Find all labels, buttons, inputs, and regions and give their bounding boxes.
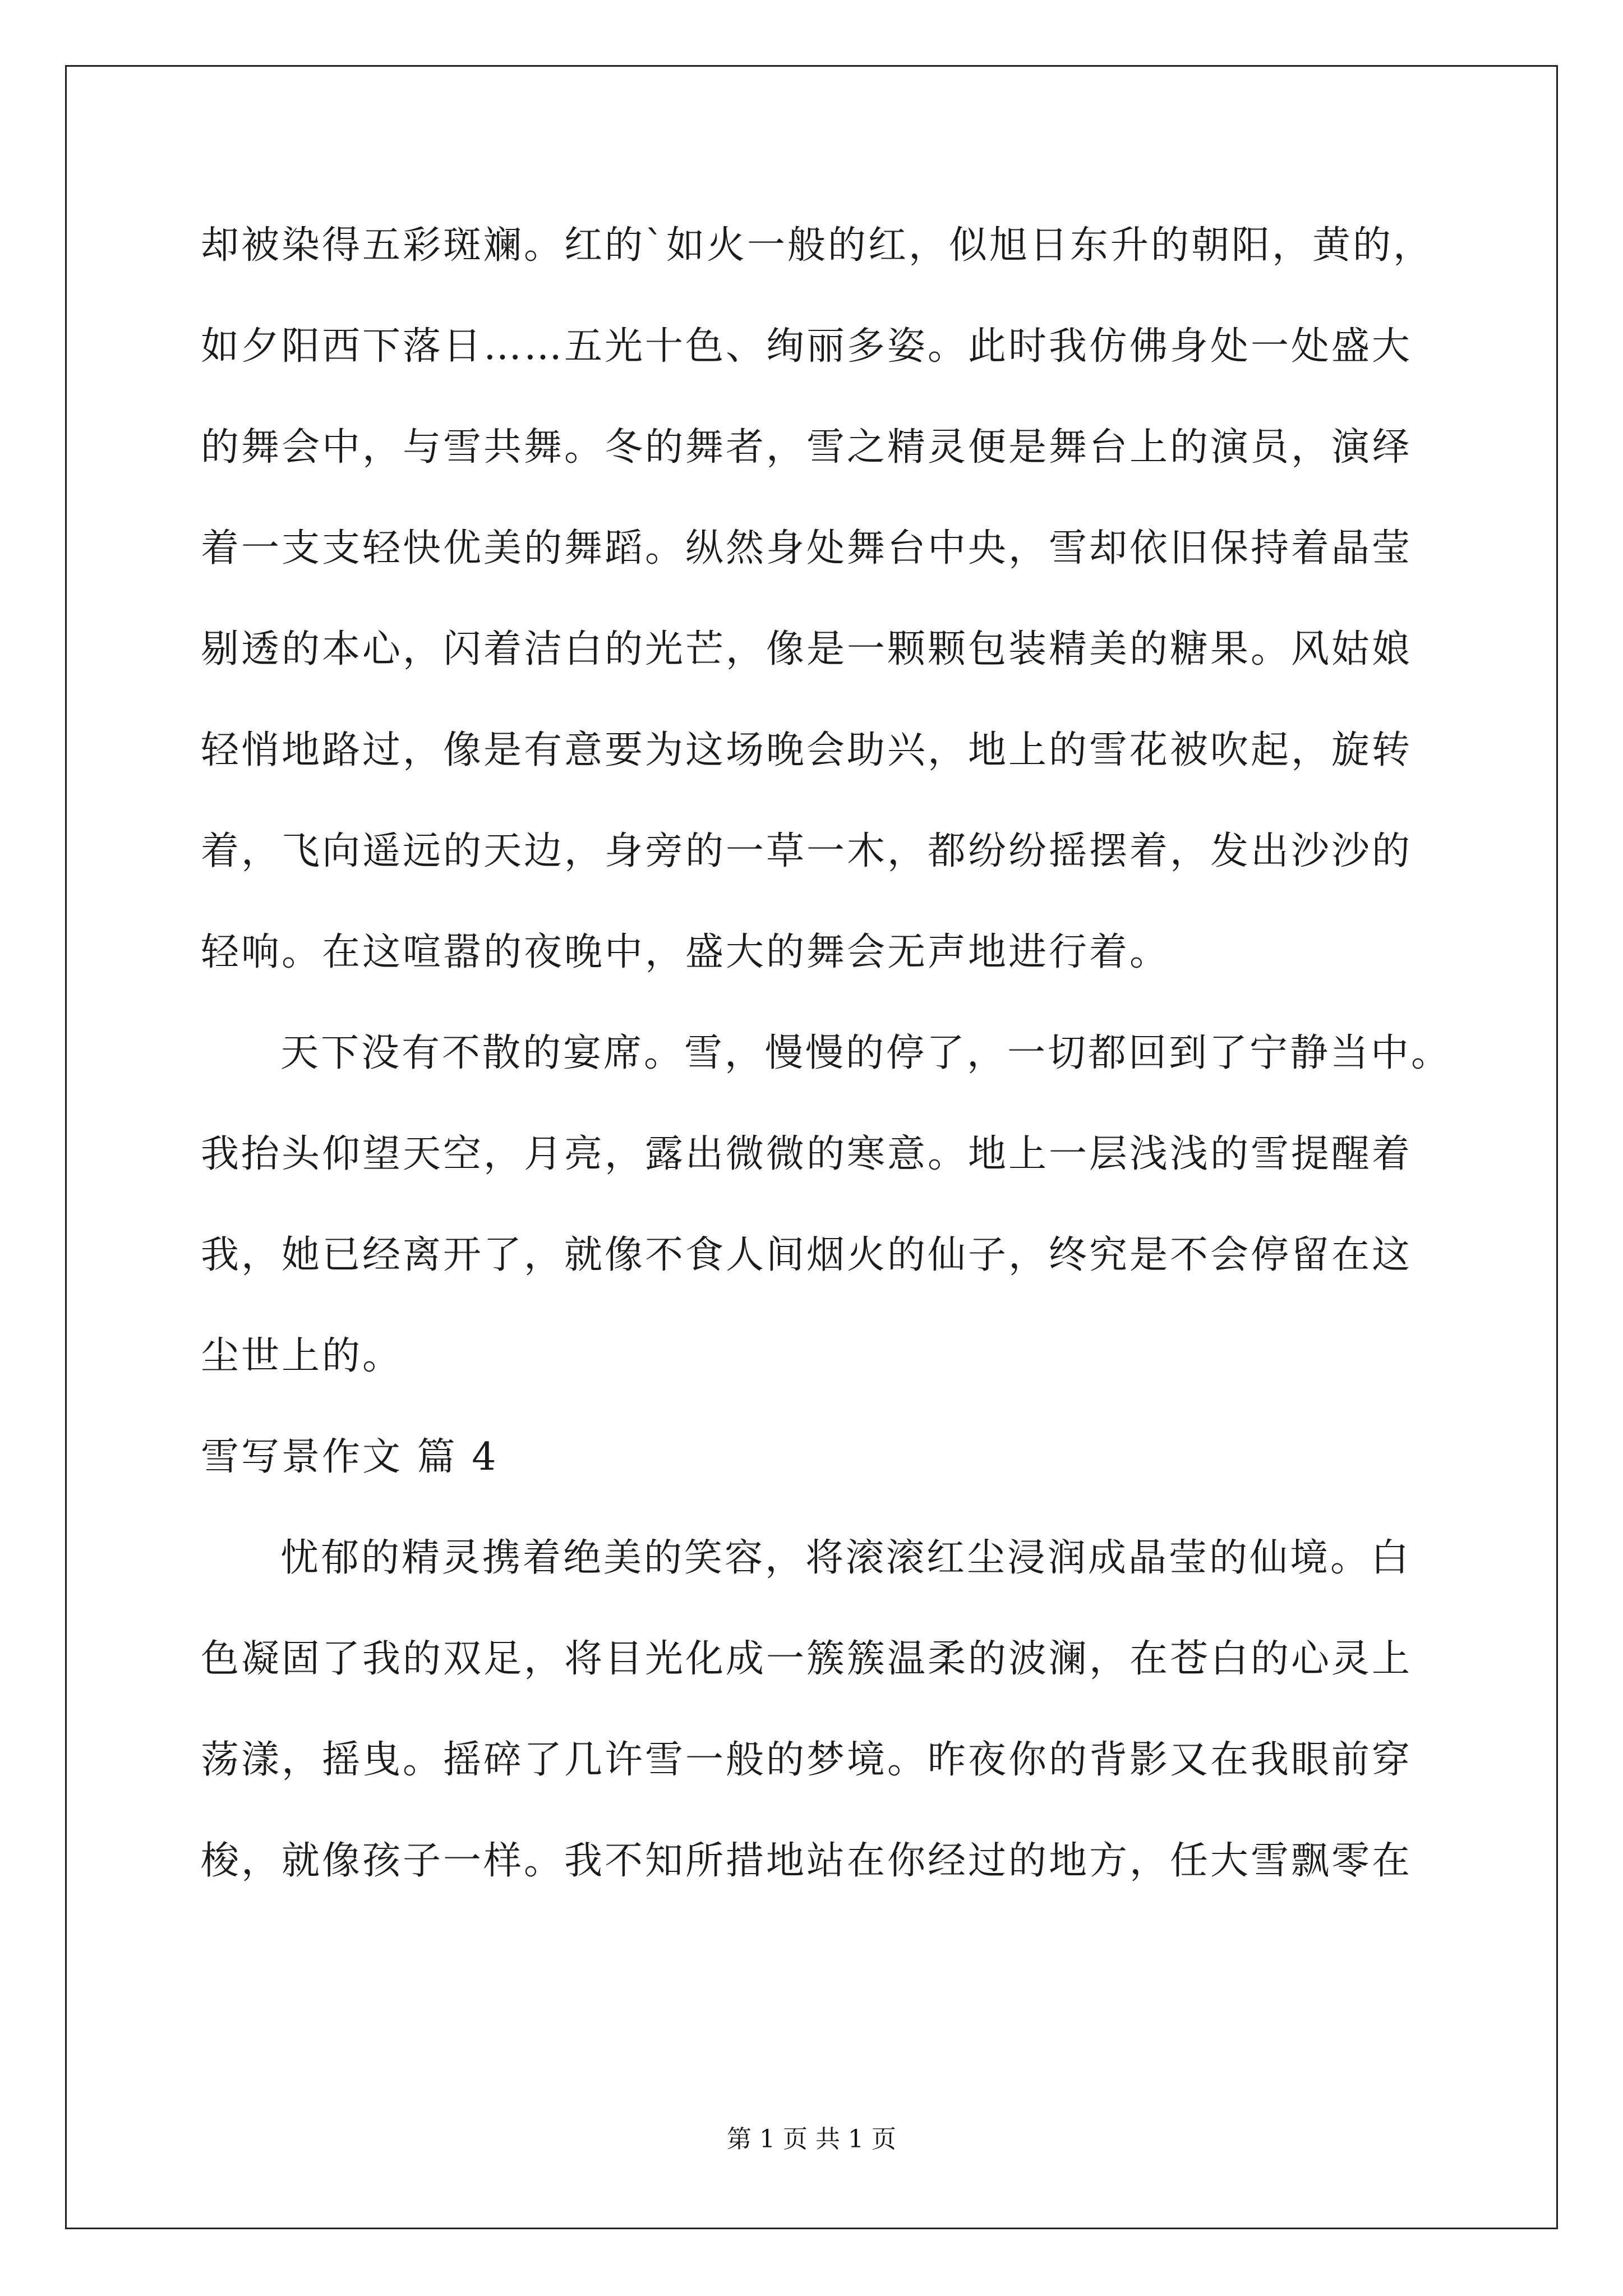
text-line: 着，飞向遥远的天边，身旁的一草一木，都纷纷摇摆着，发出沙沙的	[201, 829, 1413, 873]
text-line: 尘世上的。	[201, 1334, 403, 1378]
text-line: 我，她已经离开了，就像不食人间烟火的仙子，终究是不会停留在这	[201, 1233, 1413, 1277]
text-line: 剔透的本心，闪着洁白的光芒，像是一颗颗包装精美的糖果。风姑娘	[201, 627, 1413, 671]
text-line: 色凝固了我的双足，将目光化成一簇簇温柔的波澜，在苍白的心灵上	[201, 1637, 1413, 1681]
text-line: 轻悄地路过，像是有意要为这场晚会助兴，地上的雪花被吹起，旋转	[201, 728, 1413, 772]
text-line: 如夕阳西下落日……五光十色、绚丽多姿。此时我仿佛身处一处盛大	[201, 324, 1413, 369]
text-line: 的舞会中，与雪共舞。冬的舞者，雪之精灵便是舞台上的演员，演绎	[201, 425, 1413, 470]
text-line: 却被染得五彩斑斓。红的`如火一般的红，似旭日东升的朝阳，黄的，	[201, 223, 1434, 268]
section-heading: 雪写景作文 篇 4	[201, 1435, 499, 1479]
text-line: 着一支支轻快优美的舞蹈。纵然身处舞台中央，雪却依旧保持着晶莹	[201, 526, 1413, 570]
text-line: 我抬头仰望天空，月亮，露出微微的寒意。地上一层浅浅的雪提醒着	[201, 1132, 1413, 1176]
paragraph	[201, 195, 1435, 1003]
text-line: 轻响。在这喧嚣的夜晚中，盛大的舞会无声地进行着。	[201, 930, 1170, 974]
text-line: 荡漾，摇曳。摇碎了几许雪一般的梦境。昨夜你的背影又在我眼前穿	[201, 1738, 1413, 1782]
paragraph	[201, 1003, 1452, 1407]
text-line: 天下没有不散的宴席。雪，慢慢的停了，一切都回到了宁静当中。	[280, 1031, 1452, 1075]
text-line: 忧郁的精灵携着绝美的笑容，将滚滚红尘浸润成晶莹的仙境。白	[280, 1536, 1412, 1580]
paragraph	[201, 1508, 1435, 1912]
text-line: 梭，就像孩子一样。我不知所措地站在你经过的地方，任大雪飘零在	[201, 1839, 1413, 1883]
document-body	[201, 195, 1452, 1912]
page-number-footer: 第 1 页 共 1 页	[727, 2125, 896, 2154]
